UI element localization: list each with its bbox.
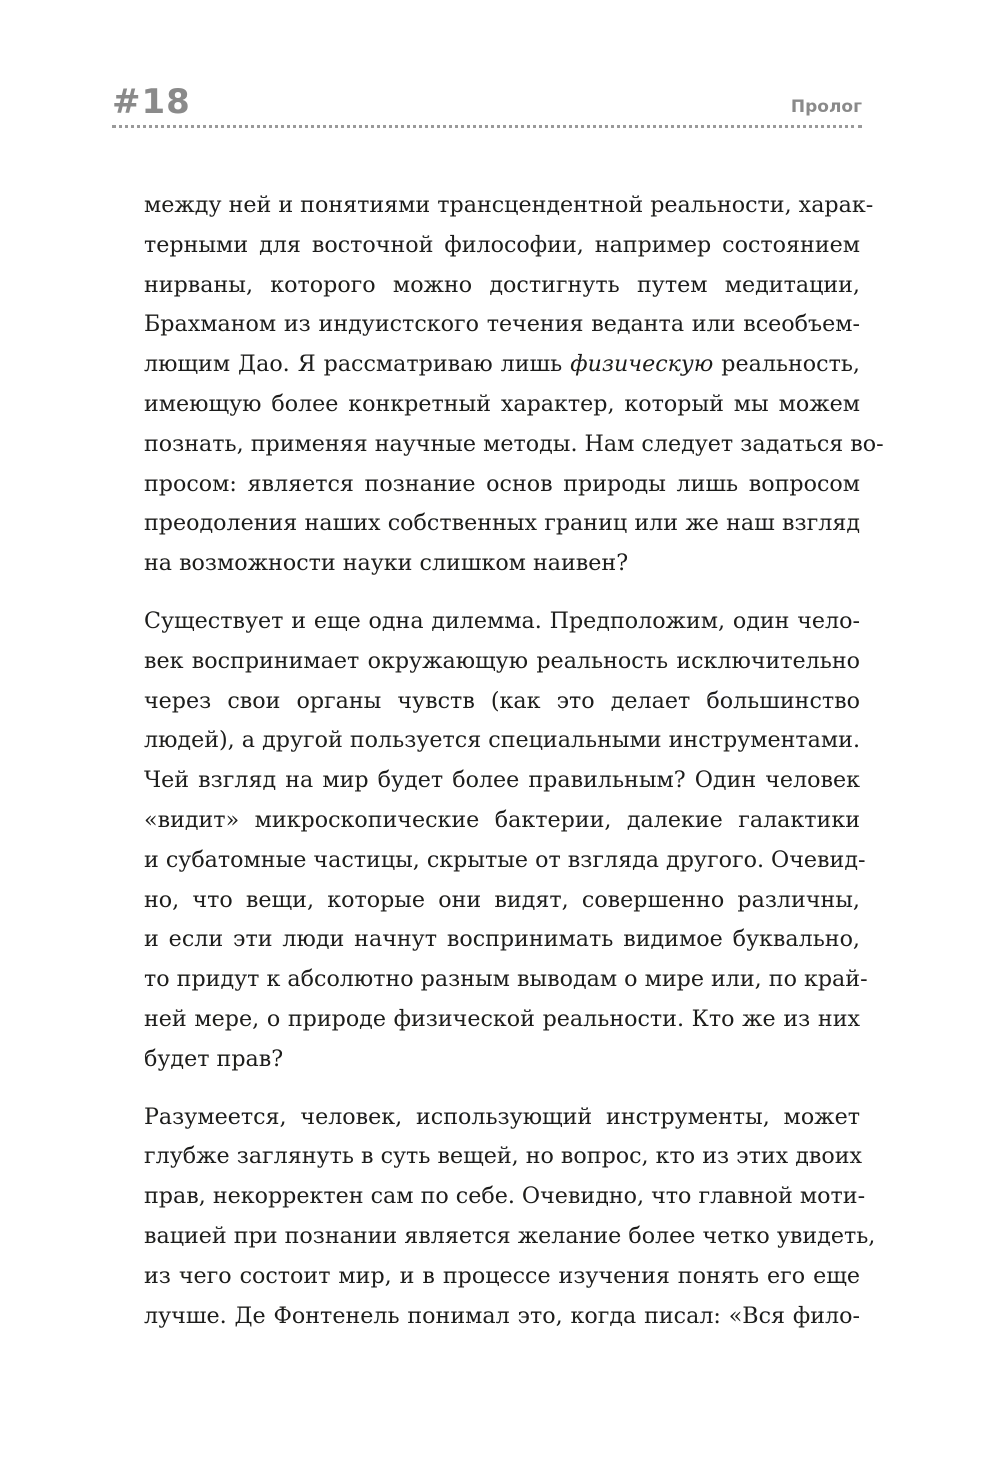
paragraph [144,1098,876,1337]
text-line: нирваны, которого можно достигнуть путем медитации, [144,271,860,298]
text-line: и субатомные частицы, скрытые от взгляда другого. Очевид- [144,846,866,873]
text-line: лучше. Де Фонтенель понимал это, когда писал: «Вся фило- [144,1302,860,1329]
chapter-title: Пролог [790,97,862,117]
page-number: #18 [112,82,191,122]
text-line: познать, применяя научные методы. Нам следует задаться во- [144,430,884,457]
text-line: глубже заглянуть в суть вещей, но вопрос, кто из этих двоих [144,1143,863,1170]
text-line: прав, некорректен сам по себе. Очевидно, что главной моти- [144,1183,866,1210]
text-line: то придут к абсолютно разным выводам о мире или, по край- [144,966,868,993]
paragraph [144,186,884,584]
text-segment: лющим Дао. Я рассматриваю лишь [144,351,571,378]
text-line: Существует и еще одна дилемма. Предположим, один чело- [144,607,860,634]
text-line: «видит» микроскопические бактерии, далекие галактики [144,806,860,833]
text-line: Брахманом из индуистского течения веданта или всеобъем- [144,311,860,338]
text-line: вацией при познании является желание более четко увидеть, [144,1222,876,1249]
text-line: и если эти люди начнут воспринимать видимое буквально, [144,926,860,953]
text-line: на возможности науки слишком наивен? [144,550,629,577]
text-line: Чей взгляд на мир будет более правильным? Один человек [144,767,860,794]
paragraph [144,602,868,1080]
text-line: из чего состоит мир, и в процессе изучения понять его еще [144,1262,860,1289]
text-line: ней мере, о природе физической реальности. Кто же из них [144,1005,860,1032]
text-line: но, что вещи, которые они видят, совершенно различны, [144,886,860,913]
text-line: Разумеется, человек, использующий инструменты, может [144,1103,860,1130]
text-line: будет прав? [144,1045,284,1072]
body-text [144,186,884,1354]
emphasized-word: физическую [570,351,714,378]
text-line [144,345,860,385]
text-line: век воспринимает окружающую реальность исключительно [144,647,860,674]
text-line: через свои органы чувств (как это делает большинство [144,687,860,714]
text-line: просом: является познание основ природы лишь вопросом [144,470,860,497]
text-line: людей), а другой пользуется специальными инструментами. [144,727,860,754]
text-line: имеющую более конкретный характер, который мы можем [144,390,860,417]
text-line: между ней и понятиями трансцендентной реальности, харак- [144,192,874,218]
dotted-divider [112,125,862,128]
text-line: терными для восточной философии, например состоянием [144,231,860,258]
running-header [112,82,862,128]
text-segment: реальность, [713,351,860,378]
text-line: преодоления наших собственных границ или же наш взгляд [144,510,860,537]
